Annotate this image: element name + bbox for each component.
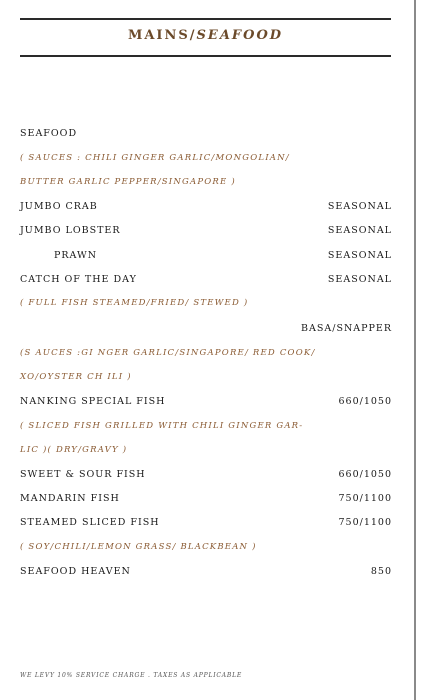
- menu-item-seafood-heaven: [20, 566, 392, 580]
- nanking-note-line1: ( SLICED FISH GRILLED WITH CHILI GINGER GAR-: [20, 421, 304, 431]
- item-price: 750/1100: [338, 517, 392, 528]
- item-price: 660/1050: [338, 469, 392, 480]
- menu-item-jumbo-crab: [20, 201, 392, 215]
- header-bottom-rule: [20, 55, 391, 57]
- item-name: PRAWN: [54, 250, 98, 261]
- item-price: 850: [370, 566, 392, 577]
- menu-item-mandarin-fish: [20, 493, 392, 507]
- menu-item-steamed-sliced-fish: [20, 517, 392, 531]
- steamed-sauces-note: ( SOY/CHILI/LEMON GRASS/ BLACKBEAN ): [20, 542, 257, 552]
- catch-sauces-line2: XO/OYSTER CH ILI ): [20, 372, 132, 382]
- section-heading-label: SEAFOOD: [20, 128, 78, 139]
- item-name: SEAFOOD HEAVEN: [20, 566, 131, 577]
- menu-item-nanking-special-fish: [20, 396, 392, 410]
- header-top-rule: [20, 18, 391, 20]
- nanking-note-line2: LIC )( DRY/GRAVY ): [20, 445, 128, 455]
- catch-fish-types: [20, 323, 392, 337]
- title-main: MAINS/: [127, 28, 197, 43]
- item-name: NANKING SPECIAL FISH: [20, 396, 166, 407]
- catch-sauces-line1: (S AUCES :GI NGER GARLIC/SINGAPORE/ RED COOK/: [20, 348, 316, 358]
- service-charge-footer: WE LEVY 10% SERVICE CHARGE . TAXES AS APPLICABLE: [20, 672, 243, 679]
- item-price: 660/1050: [338, 396, 392, 407]
- menu-item-catch-of-the-day: [20, 274, 392, 288]
- section-heading-seafood: [20, 128, 392, 142]
- item-price: SEASONAL: [327, 201, 392, 212]
- title-italic: SEAFOOD: [196, 28, 284, 43]
- item-name: STEAMED SLICED FISH: [20, 517, 160, 528]
- item-name: MANDARIN FISH: [20, 493, 120, 504]
- sauces-note-line2: BUTTER GARLIC PEPPER/SINGAPORE ): [20, 177, 236, 187]
- item-name: JUMBO CRAB: [20, 201, 98, 212]
- item-price: SEASONAL: [327, 274, 392, 285]
- item-price: SEASONAL: [327, 250, 392, 261]
- item-name: CATCH OF THE DAY: [20, 274, 137, 285]
- item-name: JUMBO LOBSTER: [20, 225, 121, 236]
- item-price: 750/1100: [338, 493, 392, 504]
- menu-item-prawn: [20, 250, 392, 264]
- fish-types-label: BASA/SNAPPER: [301, 323, 392, 334]
- menu-item-sweet-sour-fish: [20, 469, 392, 483]
- menu-item-jumbo-lobster: [20, 225, 392, 239]
- sauces-note-line1: ( SAUCES : CHILI GINGER GARLIC/MONGOLIAN/: [20, 153, 290, 163]
- page-title: [20, 28, 391, 43]
- page-edge-shadow: [414, 0, 416, 700]
- catch-prep-note: ( FULL FISH STEAMED/FRIED/ STEWED ): [20, 298, 249, 308]
- item-price: SEASONAL: [327, 225, 392, 236]
- item-name: SWEET & SOUR FISH: [20, 469, 146, 480]
